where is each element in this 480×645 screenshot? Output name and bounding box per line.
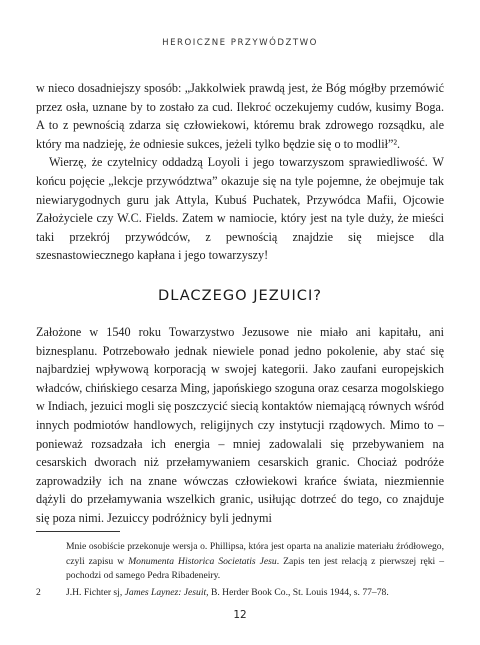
body-text-top [36, 79, 444, 265]
footnote-text: J.H. Fichter sj, [66, 586, 125, 598]
footnote [36, 540, 444, 584]
footnotes [36, 540, 444, 600]
footnote-divider [36, 531, 120, 532]
paragraph: Założone w 1540 roku Towarzystwo Jezusowe nie miało ani kapitału, ani biznesplanu. Potrzebowało jednak niewiele ponad jedno pokolenie, aby stać się najbardziej wpływową korporacją w swojej kategorii. Jako zaufani europejskich władców, chińskiego cesarza Ming, japońskiego szoguna oraz cesarza mogolskiego w Indiach, jezuici mogli się poszczycić siecią kontaktów niemającą równych wśród innych podmiotów handlowych, religijnych czy instytucji rządowych. Mimo to – ponieważ rozsadzała ich energia – mniej zadowalali się przebywaniem na cesarskich dworach niż przełamywaniem cesarskich granic. Chociaż podróże zaprowadziły ich na znane wówczas człowiekowi krańce świata, niezmiennie dążyli do przełamywania wszelkich granic, usiłując dotrzeć do tego, co znajduje się poza nimi. Jezuiccy podróżnicy byli jednymi [36, 325, 444, 525]
footnote-number: 2 [36, 586, 41, 598]
footnote-text: . Zapis ten jest relacją z pierwszej ręki – pochodzi od samego Pedra Ribadeneiry. [66, 555, 444, 582]
paragraph-text: Fields. Zatem w namiocie, który jest na tyle duży, że mieści taki przekrój przywódców, z pewnością znajdzie się miejsce dla szesnastowiecznego kapłana i jego towarzyszy! [36, 211, 444, 263]
running-head: HEROICZNE PRZYWÓDZTWO [162, 38, 318, 48]
section-heading: DLACZEGO JEZUICI? [157, 287, 323, 304]
paragraph-continuation: w nieco dosadniejszy sposób: „Jakkolwiek prawdą jest, że Bóg mógłby przemówić przez osła, uznane by to zostało za cud. Ilekroć oczekujemy cudów, kusimy Boga. A to z pewnością zdarza się człowiekowi, któremu brak zdrowego rozsądku, ale który ma nadzieję, że odniesie sukces, jeżeli tylko będzie się o to modlił”². [36, 81, 444, 151]
footnote-title: James Laynez: Jesuit [124, 586, 207, 598]
footnote-text: , B. Herder Book Co., St. Louis 1944, s. 77–78. [206, 586, 389, 598]
paragraph [36, 153, 444, 265]
paragraph-smallcaps: W.C. [117, 211, 142, 226]
paragraph-text: Wierzę, że czytelnicy oddadzą Loyoli i jego towarzyszom sprawiedliwość. W końcu pojęcie „lekcje przywództwa” okazuje się na tyle pojemne, że obejmuje tak niewiarygodnych guru jak Attyla, Kubuś Puchatek, Przywódca Mafii, Ojcowie Założyciele czy [36, 155, 444, 226]
footnote-text: Mnie osobiście przekonuje wersja o. Phillipsa, która jest oparta na analizie materiału źródłowego, czyli zapisu w [66, 541, 444, 567]
footnote [36, 586, 444, 601]
footnote-title: Monumenta Historica Societatis Jesu [128, 555, 277, 567]
page-number: 12 [233, 609, 247, 621]
body-text-section [36, 323, 444, 528]
